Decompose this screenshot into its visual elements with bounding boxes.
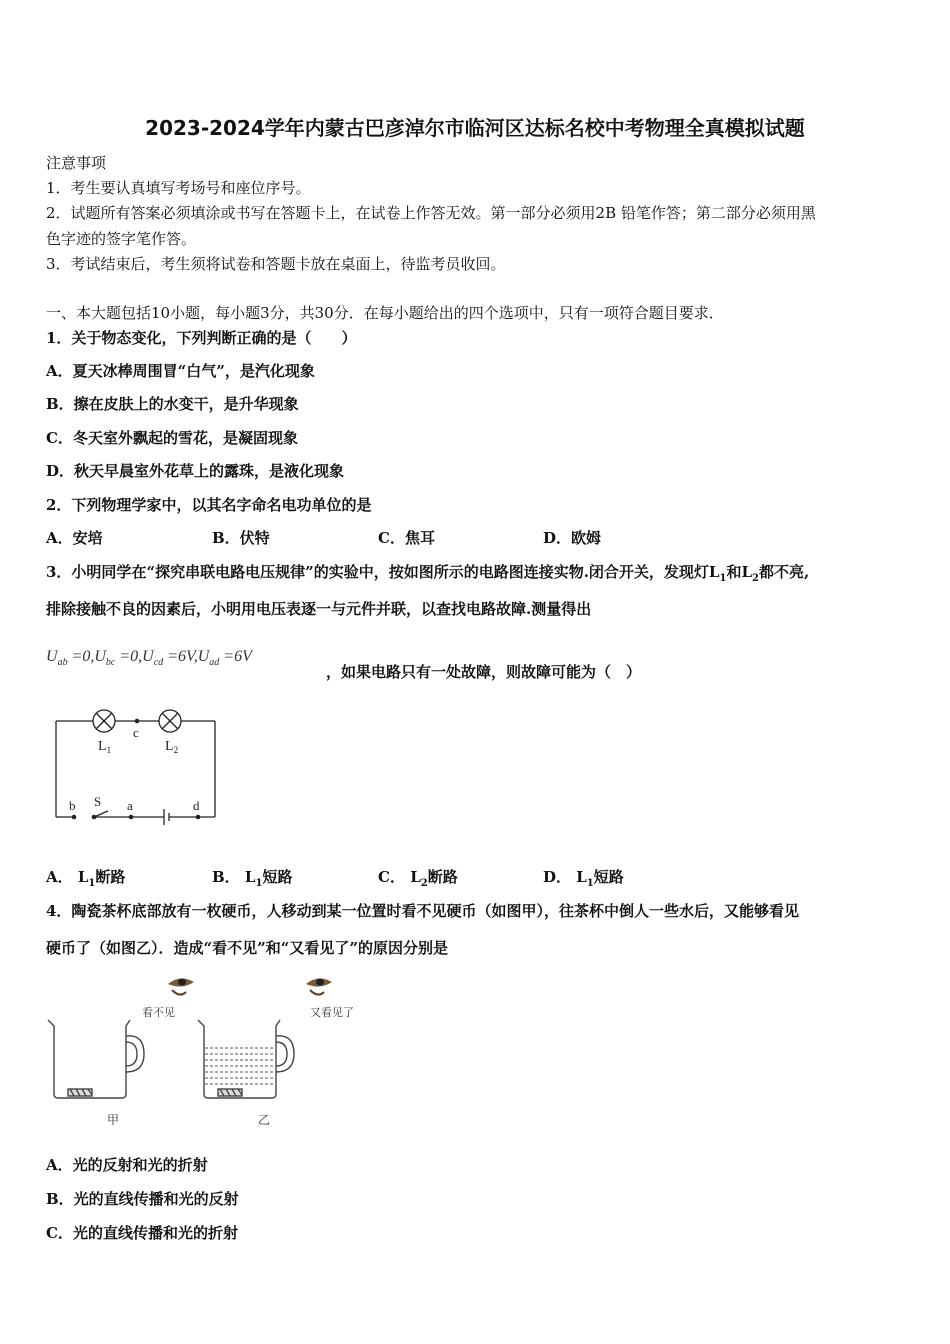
q3-option-a: A． $L_1$断路 bbox=[46, 868, 126, 889]
question-2-stem: 2．下列物理学家中，以其名字命名电功单位的是 bbox=[46, 496, 372, 514]
q3-option-c: C． $L_2$断路 bbox=[378, 868, 458, 889]
label-a: a bbox=[127, 798, 133, 813]
q1-option-a: A．夏天冰棒周围冒“白气”，是汽化现象 bbox=[46, 362, 315, 380]
section-heading: 一、本大题包括10小题，每小题3分，共30分．在每小题给出的四个选项中，只有一项符合题目要求． bbox=[46, 304, 724, 322]
label-c: c bbox=[133, 725, 139, 740]
notice-item: 色字迹的签字笔作答。 bbox=[46, 230, 197, 248]
label-yi: 乙 bbox=[258, 1113, 271, 1127]
q3-option-d: D． $L_1$短路 bbox=[543, 868, 624, 889]
q4-option-c: C．光的直线传播和光的折射 bbox=[46, 1224, 238, 1242]
notice-item: 2．试题所有答案必须填涂或书写在答题卡上，在试卷上作答无效。第一部分必须用2B 铅笔作答；第二部分必须用黑 bbox=[46, 204, 816, 222]
question-1-stem: 1．关于物态变化，下列判断正确的是（ ） bbox=[46, 329, 357, 347]
q2-option-d: D．欧姆 bbox=[543, 529, 602, 547]
label-jia: 甲 bbox=[107, 1113, 120, 1127]
question-4-line1: 4．陶瓷茶杯底部放有一枚硬币，人移动到某一位置时看不见硬币（如图甲），往茶杯中倒人一些水后，又能够看见 bbox=[46, 902, 799, 920]
cups-figure bbox=[40, 968, 370, 1133]
question-3-stem: 3．小明同学在“探究串联电路电压规律”的实验中，按如图所示的电路图连接实物.闭合开关，发现灯$L_1$和$L_2$都不亮, bbox=[46, 563, 810, 584]
caption-right: 又看见了 bbox=[310, 1006, 354, 1019]
circuit-diagram bbox=[40, 700, 230, 830]
water bbox=[205, 1048, 275, 1084]
cup-yi bbox=[198, 1020, 294, 1098]
label-d: d bbox=[193, 798, 200, 813]
q2-option-a: A．安培 bbox=[46, 529, 103, 547]
eye-icon bbox=[168, 978, 194, 994]
label-b: b bbox=[69, 798, 76, 813]
eye-icon bbox=[306, 978, 332, 994]
voltage-formula: $U_{ab} =0,U_{bc} =0,U_{cd} =6V,U_{ad} =6V$ bbox=[46, 648, 252, 669]
q4-option-a: A．光的反射和光的折射 bbox=[46, 1156, 208, 1174]
label-l2: $L_2$ bbox=[165, 739, 179, 755]
q1-option-b: B．擦在皮肤上的水变干，是升华现象 bbox=[46, 395, 299, 413]
notice-item: 1．考生要认真填写考场号和座位序号。 bbox=[46, 179, 311, 197]
q1-option-d: D．秋天早晨室外花草上的露珠，是液化现象 bbox=[46, 462, 345, 480]
q2-option-c: C．焦耳 bbox=[378, 529, 435, 547]
notice-heading: 注意事项 bbox=[46, 154, 107, 172]
q1-option-c: C．冬天室外飘起的雪花，是凝固现象 bbox=[46, 429, 298, 447]
caption-left: 看不见 bbox=[142, 1006, 175, 1019]
q3-option-b: B． $L_1$短路 bbox=[212, 868, 293, 889]
label-l1: $L_1$ bbox=[98, 739, 112, 755]
q4-option-b: B．光的直线传播和光的反射 bbox=[46, 1190, 239, 1208]
cup-jia bbox=[48, 1020, 144, 1098]
label-s: S bbox=[94, 794, 102, 809]
question-4-line2: 硬币了（如图乙）．造成“看不见”和“又看见了”的原因分别是 bbox=[46, 939, 449, 957]
question-3-prompt: ，如果电路只有一处故障，则故障可能为（ ） bbox=[326, 663, 642, 681]
question-3-line2: 排除接触不良的因素后，小明用电压表逐一与元件并联，以查找电路故障.测量得出 bbox=[46, 600, 592, 618]
q2-option-b: B．伏特 bbox=[212, 529, 270, 547]
notice-item: 3．考试结束后，考生须将试卷和答题卡放在桌面上，待监考员收回。 bbox=[46, 255, 506, 273]
page-title: 2023-2024学年内蒙古巴彦淖尔市临河区达标名校中考物理全真模拟试题 bbox=[145, 116, 805, 140]
